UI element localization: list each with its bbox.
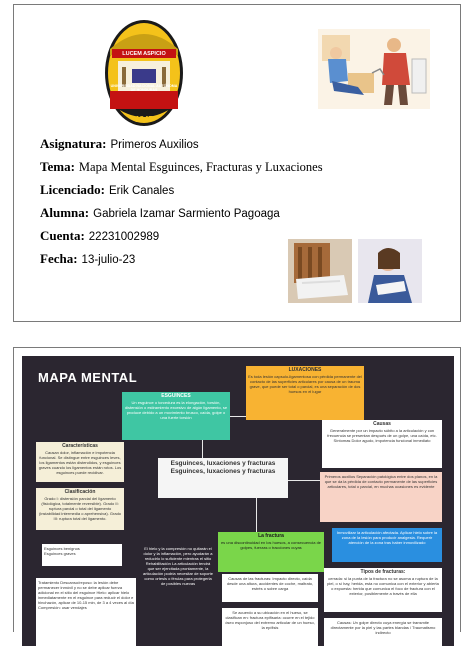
hielo-box: El hielo y la compresión no quitarán el dolor y la inflamación, pero ayudarán a reducirlo lo suficiente mientras el sitio Rehabilitación La articulación tendrá que ser ejercitada prontamente, la articulación podría necesitar de soporte como ortesis o férulas para protegerla de posibles nuevas	[140, 544, 216, 646]
fractura-box	[218, 532, 324, 572]
field-value: Erik Canales	[109, 185, 175, 197]
field-cuenta	[40, 228, 159, 244]
ankle-injury-photo	[288, 239, 352, 303]
connector	[256, 498, 257, 532]
caracteristicas-text: Causan dolor, inflamación e impotencia funcional. Se distingue entre esguinces leves, los ligamentos están distendidos, y esguinces graves cuando los ligamentos están rotos. Los esguinces puede recidivar.	[38, 450, 122, 475]
luxaciones-box	[246, 366, 364, 420]
tipos-fracturas-text: cerrada: si la punta de la fractura no se asoma a ruptura de la piel, o sí hay, herida, esta no comunica con el exterior y abierta o expuesta: herida que comunica el foco de fractura con el exterior, posiblemente a través de ella	[327, 576, 439, 596]
seal-university-name: UNIVERSIDAD NACIONAL AUTÓNOMA DE HONDURAS	[110, 84, 178, 93]
caracteristicas-box	[36, 442, 124, 482]
field-key: Tema:	[40, 159, 75, 174]
first-aid-illustration	[318, 29, 430, 109]
tipo-esguince-item: Esguinces benignos	[44, 546, 80, 551]
field-tema	[40, 159, 323, 175]
clasificacion-fractura-box: Se acuerdo a su ubicación en el hueso, se clasifican en: fractura epifisaria: ocurre en el tejido óseo esponjoso del extremo articular de un hueso, la epífisis	[222, 608, 318, 646]
field-key: Fecha:	[40, 251, 78, 266]
field-licenciado	[40, 182, 174, 198]
field-alumna	[40, 205, 280, 221]
tipos-fracturas-title: Tipos de fracturas:	[360, 569, 406, 575]
field-fecha	[40, 251, 135, 267]
field-value: 13-julio-23	[81, 254, 136, 266]
field-value: Gabriela Izamar Sarmiento Pagoaga	[93, 208, 280, 220]
tipo-esguince-item: Esguinces graves	[44, 551, 76, 556]
arm-injury-photo	[358, 239, 422, 303]
causas-luxacion-box	[322, 420, 442, 468]
causas-golpe-box: Causas: Un golpe directo cuya energía se transmite directamente por la piel y las partes blandas / Traumatismo indirecto	[324, 618, 442, 646]
seal-motto: LUCEM ASPICIO	[122, 51, 166, 57]
cover-page	[13, 4, 461, 322]
luxaciones-text: Es toda lesión capsulo-ligamentosa con pérdida permanente del contacto de las superficies articulares por causa de un trauma grave, que puede ser total o parcial, es una separación de dos huesos en el lugar	[248, 374, 362, 394]
seal-year: 1847	[135, 115, 153, 124]
field-asignatura	[40, 136, 199, 152]
field-value: 22231002989	[88, 231, 160, 243]
field-key: Licenciado:	[40, 182, 105, 197]
esguinces-title: ESGUINCES	[161, 393, 191, 399]
fractura-title: La fractura	[258, 533, 284, 539]
mind-map	[22, 356, 454, 646]
connector	[202, 440, 203, 458]
causas-text: Generalmente por un impacto súbito a la articulación y con frecuencia se presentan después de un golpe, una caída, etc. Síntomas Dolor agudo, impotencia funcional inmediato	[327, 428, 437, 443]
connector	[288, 480, 320, 481]
field-key: Asignatura:	[40, 136, 107, 151]
tipos-esguince-box	[42, 544, 122, 566]
esguinces-box	[122, 392, 230, 440]
field-key: Alumna:	[40, 205, 90, 220]
primeros-auxilios-box: Primeros auxilios Separación patológica entre dos planos, en la que se da la pérdida de contacto permanente de las superficies articulares, total o parcial, en muchas ocasiones es evidente	[320, 472, 442, 522]
mind-map-page	[13, 347, 461, 635]
field-value: Mapa Mental Esguinces, Fracturas y Luxaciones	[78, 160, 323, 174]
mind-map-title: MAPA MENTAL	[38, 370, 138, 385]
inmovilizar-box: Inmovilizar la articulación afectada. Aplicar hielo sobre la zona de la lesión para producir analgesia. Requerir atención de la zona tras haber inmovilizado	[332, 528, 442, 562]
tipos-fracturas-box	[324, 568, 442, 612]
esguinces-text: Un esguince o torcedura es la elongación, torsión, distensión o estiramiento excesivo de algún ligamento, se produce debido a un movimiento brusco, caída, golpe o una fuerte torsión	[124, 400, 228, 420]
university-seal-logo	[104, 19, 184, 127]
clasificacion-box	[36, 488, 124, 530]
connector	[230, 416, 246, 417]
causas-title: Causas	[373, 421, 391, 427]
clasificacion-title: Clasificación	[64, 489, 96, 495]
central-topic: Esguinces, luxaciones y fracturas Esguinces, luxaciones y fracturas	[158, 458, 288, 498]
tratamiento-box: Tratamiento Descanso/reposo: la lesión debe permanecer inmóvil y no se debe aplicar fuerza adicional en el sitio del esguince Hielo: aplicar hielo inmediatamente en el esguince para reducir el dolor e hinchazón, aplicar de 10-15 min, de 3 a 4 veces al día Compresión: usar vendajes	[36, 578, 136, 646]
causas-fracturas-box: Causas de las fracturas: Impacto directo, caída desde una altura, accidentes de coche, maltrato, estrés o sobre carga	[222, 574, 318, 602]
fractura-text: es una discontinuidad en los huesos, a consecuencia de golpes, fuerzas o tracciones cuyas	[220, 540, 322, 550]
clasificacion-text: Grado I: distensión parcial del ligamento (fisiológica, totalmente reversible). Grado II: ruptura parcial o total del ligamento (instabilidad intermedia o aprehensiva). Grado III: ruptura total del ligamento.	[38, 496, 122, 521]
caracteristicas-title: Características	[62, 443, 98, 449]
field-value: Primeros Auxilios	[110, 139, 199, 151]
field-key: Cuenta:	[40, 228, 85, 243]
luxaciones-title: LUXACIONES	[288, 367, 322, 373]
